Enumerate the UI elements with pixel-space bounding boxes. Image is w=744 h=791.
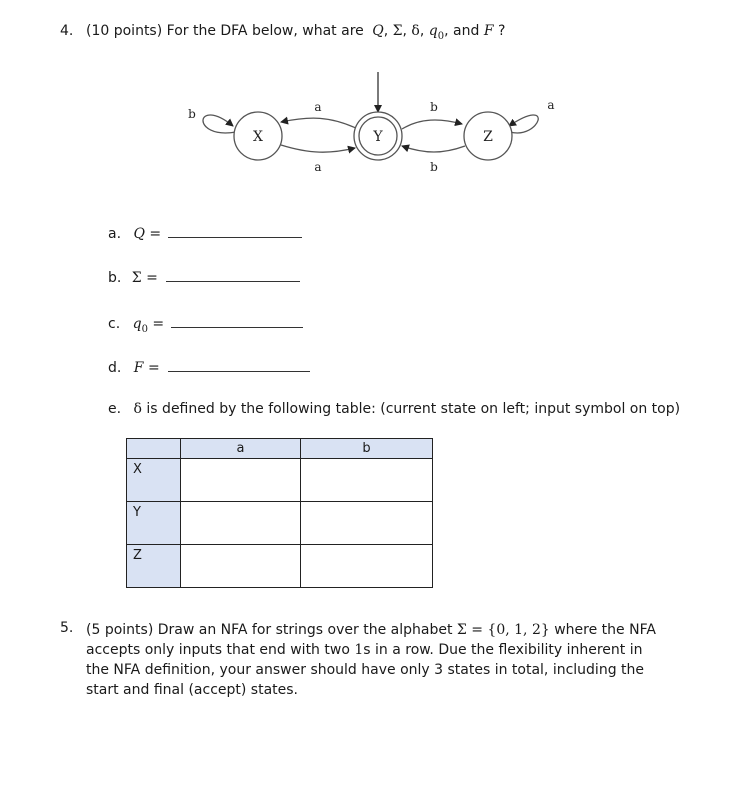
label-y-to-z: b xyxy=(430,100,438,114)
part-e-letter: e. xyxy=(108,401,122,417)
q5-text-2: where the NFA accepts only inputs that end with two xyxy=(86,622,656,658)
q4-number: 4. xyxy=(60,23,74,39)
q4-sym-q0-sub: 0 xyxy=(437,30,445,42)
edge-z-to-y xyxy=(402,146,465,152)
table-header-a: a xyxy=(181,439,301,459)
self-loop-x xyxy=(203,115,236,133)
q5-text-3: s in a row. Due the flexibility inherent in the NFA definition, your answer should have only 3 states in total, including the start and final (accept) states. xyxy=(86,642,645,698)
table-state-y: Y xyxy=(127,502,181,545)
table-row xyxy=(127,459,433,502)
part-a-var: Q xyxy=(133,226,145,242)
table-cell-z-a[interactable] xyxy=(181,545,301,588)
q5-prompt xyxy=(86,620,656,700)
state-x-label: X xyxy=(253,129,263,145)
transition-table xyxy=(126,438,433,588)
table-cell-y-a[interactable] xyxy=(181,502,301,545)
q4-prompt: (10 points) For the DFA below, what are Q, Σ, δ, $q_0$, and F ? xyxy=(86,23,506,42)
answer-blank-f[interactable] xyxy=(168,359,310,372)
table-cell-x-a[interactable] xyxy=(181,459,301,502)
q4-sym-f: F xyxy=(483,23,494,39)
table-corner-cell xyxy=(127,439,181,459)
q5-text-1: (5 points) Draw an NFA for strings over the alphabet xyxy=(86,622,453,638)
part-d-eq: = xyxy=(147,360,160,376)
edge-y-to-z xyxy=(402,120,462,129)
label-z-to-y: b xyxy=(430,160,438,174)
part-c-sub: 0 xyxy=(141,323,148,335)
q4-sym-sigma: Σ xyxy=(392,23,403,39)
edge-x-to-y xyxy=(281,145,355,152)
q5-number: 5. xyxy=(60,620,74,636)
part-e-text: is defined by the following table: (current state on left; input symbol on top) xyxy=(146,401,681,417)
table-cell-z-b[interactable] xyxy=(301,545,433,588)
label-x-to-y: a xyxy=(314,160,322,174)
part-c-eq: = xyxy=(152,316,165,332)
part-b xyxy=(108,269,300,286)
answer-blank-q[interactable] xyxy=(168,225,302,238)
table-cell-y-b[interactable] xyxy=(301,502,433,545)
table-state-z: Z xyxy=(127,545,181,588)
q4-and: and xyxy=(453,23,480,39)
dfa-diagram xyxy=(0,0,744,200)
q4-sym-q0: q xyxy=(428,23,438,39)
part-a-eq: = xyxy=(149,226,162,242)
part-a-letter: a. xyxy=(108,226,122,242)
part-b-letter: b. xyxy=(108,270,122,286)
state-y-label: Y xyxy=(373,129,383,145)
part-d-var: F xyxy=(133,360,144,376)
q4-intro: (10 points) For the DFA below, what are xyxy=(86,23,364,39)
part-e-delta: δ xyxy=(133,401,142,417)
table-header-row xyxy=(127,439,433,459)
table-header-b: b xyxy=(301,439,433,459)
q4-end: ? xyxy=(497,23,506,39)
part-b-eq: = xyxy=(146,270,158,286)
part-e xyxy=(108,401,680,417)
q5-one: 1 xyxy=(354,642,364,658)
q5-alphabet: Σ = {0, 1, 2} xyxy=(456,622,550,638)
table-cell-x-b[interactable] xyxy=(301,459,433,502)
answer-blank-q0[interactable] xyxy=(171,315,303,328)
part-c xyxy=(108,315,303,335)
label-self-x: b xyxy=(188,107,196,121)
q4-sym-delta: δ xyxy=(411,23,420,39)
table-state-x: X xyxy=(127,459,181,502)
state-z-label: Z xyxy=(483,129,493,145)
part-d xyxy=(108,359,310,376)
part-b-var: Σ xyxy=(131,270,142,286)
q4-sym-q: Q xyxy=(372,23,384,39)
table-row xyxy=(127,502,433,545)
self-loop-z xyxy=(509,115,538,133)
label-y-to-x: a xyxy=(314,100,322,114)
part-a xyxy=(108,225,302,242)
edge-y-to-x xyxy=(281,118,358,129)
part-d-letter: d. xyxy=(108,360,122,376)
table-row xyxy=(127,545,433,588)
part-c-var: q xyxy=(132,316,142,332)
label-self-z: a xyxy=(547,98,555,112)
answer-blank-sigma[interactable] xyxy=(166,269,300,282)
part-c-letter: c. xyxy=(108,316,121,332)
